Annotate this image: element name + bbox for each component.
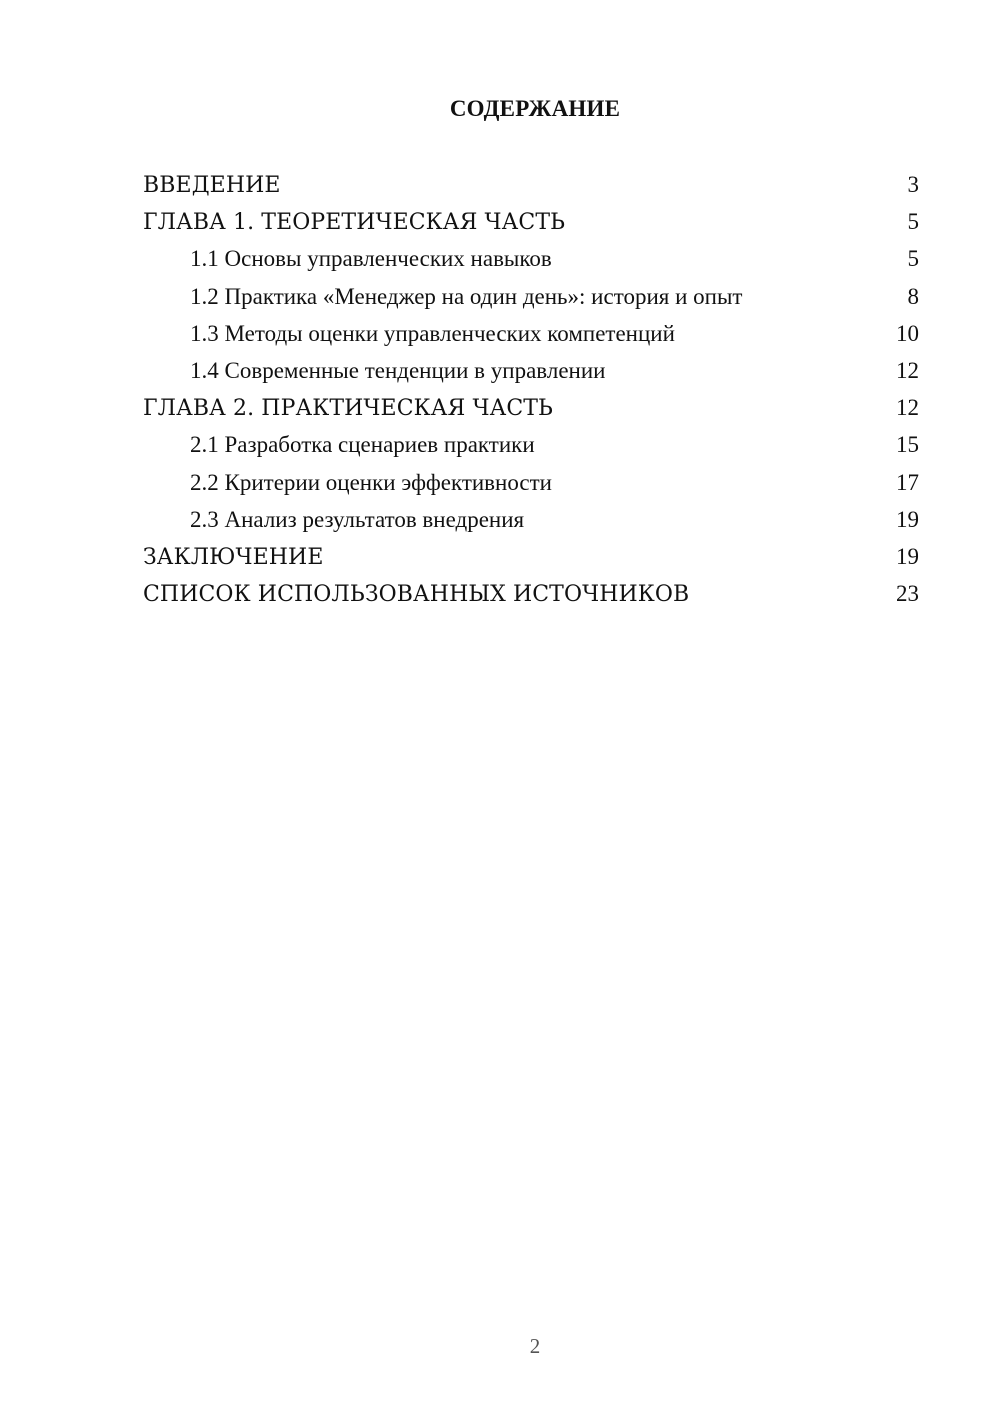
toc-entry-page: 15 <box>896 432 919 458</box>
toc-entry-chapter-2 <box>143 389 919 426</box>
toc-entry-section-1-3 <box>143 315 919 352</box>
toc-entry-label: 1.4 Современные тенденции в управлении <box>190 357 606 383</box>
toc-entry-page: 5 <box>907 209 919 235</box>
page-number: 2 <box>529 1334 541 1358</box>
toc-entry-label: ГЛАВА 2. ПРАКТИЧЕСКАЯ ЧАСТЬ <box>143 396 553 422</box>
toc-entry-page: 19 <box>896 506 919 532</box>
toc-entry-label: ЗАКЛЮЧЕНИЕ <box>143 544 324 570</box>
toc-entry-page: 19 <box>896 543 919 569</box>
toc-entry-page: 23 <box>896 581 919 607</box>
toc-entry-page: 8 <box>907 283 919 309</box>
toc-entry-label: СПИСОК ИСПОЛЬЗОВАННЫХ ИСТОЧНИКОВ <box>143 582 690 608</box>
toc-entry-introduction <box>143 166 919 203</box>
toc-entry-page: 5 <box>907 246 919 272</box>
toc-entry-section-2-3 <box>143 501 919 538</box>
toc-entry-label: 1.3 Методы оценки управленческих компетенций <box>190 320 675 346</box>
toc-entry-chapter-1 <box>143 203 919 240</box>
toc-entry-page: 12 <box>896 357 919 383</box>
toc-entry-label: 2.3 Анализ результатов внедрения <box>190 506 525 532</box>
toc-entry-page: 17 <box>896 469 919 495</box>
toc-entry-label: ГЛАВА 1. ТЕОРЕТИЧЕСКАЯ ЧАСТЬ <box>143 210 566 236</box>
toc-entry-section-2-1 <box>143 426 919 463</box>
toc-entry-references <box>143 575 919 612</box>
toc-entry-section-1-1 <box>143 240 919 277</box>
toc-entry-page: 3 <box>907 172 919 197</box>
toc-entry-page: 10 <box>896 320 919 346</box>
toc-entry-section-2-2 <box>143 464 919 501</box>
toc-entry-page: 12 <box>896 395 919 421</box>
toc-entry-label: 1.1 Основы управленческих навыков <box>190 246 552 272</box>
toc-entry-section-1-2 <box>143 278 919 315</box>
table-of-contents <box>143 166 919 612</box>
toc-entry-label: 2.2 Критерии оценки эффективности <box>190 469 552 495</box>
toc-entry-label: 2.1 Разработка сценариев практики <box>190 432 535 458</box>
toc-entry-label: ВВЕДЕНИЕ <box>143 173 281 198</box>
toc-entry-conclusion <box>143 538 919 575</box>
toc-title: СОДЕРЖАНИЕ <box>449 96 621 121</box>
toc-entry-section-1-4 <box>143 352 919 389</box>
toc-entry-label: 1.2 Практика «Менеджер на один день»: история и опыт <box>190 283 743 309</box>
